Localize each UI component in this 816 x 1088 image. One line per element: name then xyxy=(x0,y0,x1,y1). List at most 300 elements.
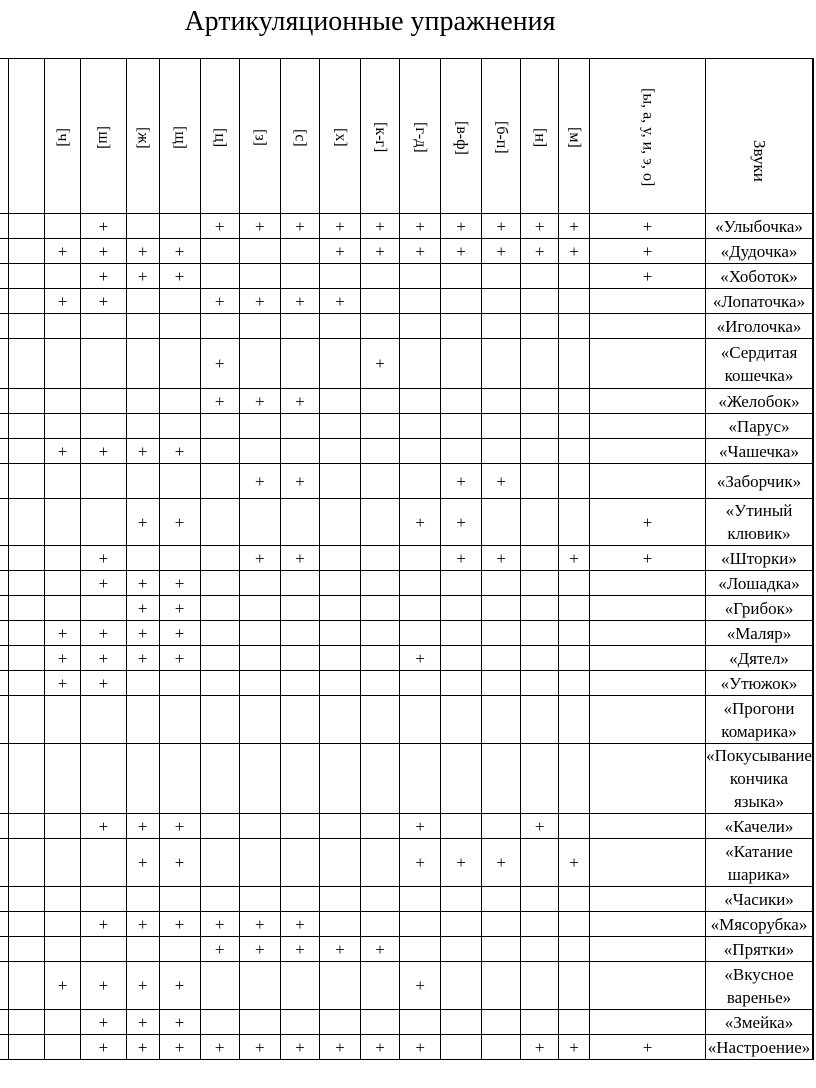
exercise-name: «Вкусное варенье» xyxy=(706,962,813,1010)
mark-cell xyxy=(239,571,280,596)
mark-cell xyxy=(521,839,559,887)
row-edge-left xyxy=(0,214,8,239)
mark-cell: + xyxy=(400,1035,441,1060)
mark-cell xyxy=(521,546,559,571)
table-row xyxy=(0,264,814,289)
sound-column-5 xyxy=(400,59,441,214)
mark-cell: + xyxy=(159,596,200,621)
mark-cell xyxy=(126,887,159,912)
mark-cell xyxy=(590,887,706,912)
mark-cell xyxy=(360,744,399,814)
exercise-name: «Маляр» xyxy=(706,621,813,646)
mark-cell xyxy=(320,414,361,439)
mark-cell xyxy=(482,912,521,937)
mark-cell xyxy=(200,499,239,546)
mark-cell xyxy=(280,499,319,546)
mark-cell xyxy=(400,1010,441,1035)
mark-cell xyxy=(239,499,280,546)
exercise-table xyxy=(0,58,814,1060)
row-edge-left xyxy=(0,696,8,744)
mark-cell: + xyxy=(159,1035,200,1060)
mark-cell: + xyxy=(320,239,361,264)
mark-cell xyxy=(590,314,706,339)
row-edge-right xyxy=(813,314,814,339)
mark-cell: + xyxy=(126,264,159,289)
row-edge-left xyxy=(0,239,8,264)
mark-cell xyxy=(159,744,200,814)
mark-cell xyxy=(360,439,399,464)
mark-cell: + xyxy=(239,389,280,414)
table-row xyxy=(0,962,814,1010)
mark-cell xyxy=(8,264,44,289)
mark-cell xyxy=(239,744,280,814)
mark-cell xyxy=(482,621,521,646)
mark-cell xyxy=(81,696,127,744)
mark-cell xyxy=(159,671,200,696)
mark-cell: + xyxy=(44,289,80,314)
exercise-name: «Дудочка» xyxy=(706,239,813,264)
table-row xyxy=(0,389,814,414)
sound-column-12 xyxy=(126,59,159,214)
mark-cell: + xyxy=(44,239,80,264)
mark-cell xyxy=(400,571,441,596)
mark-cell: + xyxy=(441,214,482,239)
row-edge-left xyxy=(0,839,8,887)
sound-column-11 xyxy=(159,59,200,214)
mark-cell: + xyxy=(400,814,441,839)
mark-cell xyxy=(81,389,127,414)
mark-cell xyxy=(400,264,441,289)
mark-cell: + xyxy=(521,239,559,264)
mark-cell xyxy=(280,671,319,696)
mark-cell: + xyxy=(81,912,127,937)
mark-cell: + xyxy=(81,439,127,464)
sounds-header xyxy=(706,59,813,214)
mark-cell xyxy=(360,696,399,744)
mark-cell: + xyxy=(280,546,319,571)
mark-cell: + xyxy=(126,499,159,546)
mark-cell: + xyxy=(81,571,127,596)
exercise-name: «Чашечка» xyxy=(706,439,813,464)
row-edge-left xyxy=(0,314,8,339)
mark-cell: + xyxy=(558,1035,589,1060)
exercise-name: «Грибок» xyxy=(706,596,813,621)
mark-cell xyxy=(280,264,319,289)
mark-cell xyxy=(558,696,589,744)
mark-cell xyxy=(590,1010,706,1035)
mark-cell xyxy=(441,414,482,439)
mark-cell xyxy=(521,414,559,439)
mark-cell: + xyxy=(200,912,239,937)
mark-cell xyxy=(558,439,589,464)
mark-cell xyxy=(126,214,159,239)
mark-cell: + xyxy=(360,1035,399,1060)
row-edge-right xyxy=(813,696,814,744)
row-edge-right xyxy=(813,621,814,646)
table-row xyxy=(0,839,814,887)
row-edge-left xyxy=(0,264,8,289)
mark-cell xyxy=(521,912,559,937)
mark-cell xyxy=(590,439,706,464)
row-edge-left xyxy=(0,646,8,671)
mark-cell xyxy=(44,414,80,439)
mark-cell xyxy=(482,671,521,696)
mark-cell: + xyxy=(159,571,200,596)
table-row xyxy=(0,596,814,621)
sound-column-2-label: [н] xyxy=(531,127,549,148)
mark-cell: + xyxy=(280,937,319,962)
mark-cell xyxy=(320,596,361,621)
mark-cell xyxy=(81,887,127,912)
mark-cell xyxy=(280,239,319,264)
mark-cell xyxy=(360,464,399,499)
exercise-name: «Парус» xyxy=(706,414,813,439)
mark-cell xyxy=(360,571,399,596)
mark-cell xyxy=(482,414,521,439)
row-edge-left xyxy=(0,937,8,962)
mark-cell xyxy=(159,339,200,389)
mark-cell: + xyxy=(280,289,319,314)
mark-cell xyxy=(400,389,441,414)
row-edge-right xyxy=(813,962,814,1010)
mark-cell: + xyxy=(44,962,80,1010)
mark-cell xyxy=(521,596,559,621)
mark-cell xyxy=(590,646,706,671)
mark-cell xyxy=(590,621,706,646)
mark-cell xyxy=(200,314,239,339)
mark-cell: + xyxy=(239,289,280,314)
sound-column-2 xyxy=(521,59,559,214)
mark-cell xyxy=(441,339,482,389)
mark-cell: + xyxy=(521,1035,559,1060)
mark-cell: + xyxy=(126,239,159,264)
page-title: Артикуляционные упражнения xyxy=(184,6,556,37)
mark-cell xyxy=(8,1010,44,1035)
mark-cell xyxy=(521,499,559,546)
sound-column-3-label: [б-п] xyxy=(492,121,510,154)
row-edge-left xyxy=(0,962,8,1010)
mark-cell xyxy=(441,596,482,621)
mark-cell: + xyxy=(360,214,399,239)
mark-cell xyxy=(320,814,361,839)
mark-cell xyxy=(360,839,399,887)
table-row xyxy=(0,671,814,696)
mark-cell xyxy=(8,414,44,439)
mark-cell xyxy=(558,621,589,646)
mark-cell xyxy=(320,546,361,571)
mark-cell xyxy=(44,744,80,814)
mark-cell xyxy=(200,464,239,499)
mark-cell xyxy=(441,937,482,962)
exercise-name: «Желобок» xyxy=(706,389,813,414)
mark-cell xyxy=(590,744,706,814)
mark-cell xyxy=(320,621,361,646)
mark-cell xyxy=(200,962,239,1010)
mark-cell xyxy=(521,744,559,814)
mark-cell xyxy=(200,546,239,571)
mark-cell xyxy=(200,439,239,464)
mark-cell: + xyxy=(400,499,441,546)
mark-cell xyxy=(320,264,361,289)
sound-column-14 xyxy=(44,59,80,214)
mark-cell xyxy=(360,546,399,571)
mark-cell xyxy=(521,439,559,464)
mark-cell xyxy=(441,696,482,744)
sound-column-13 xyxy=(81,59,127,214)
mark-cell xyxy=(360,596,399,621)
mark-cell xyxy=(482,962,521,1010)
column-edge-right xyxy=(813,59,814,214)
sound-column-4-label: [в-ф] xyxy=(452,120,470,155)
mark-cell: + xyxy=(44,671,80,696)
mark-cell: + xyxy=(200,214,239,239)
mark-cell xyxy=(200,696,239,744)
mark-cell xyxy=(44,571,80,596)
mark-cell xyxy=(81,596,127,621)
mark-cell xyxy=(44,546,80,571)
mark-cell xyxy=(482,696,521,744)
mark-cell xyxy=(8,546,44,571)
mark-cell: + xyxy=(441,546,482,571)
mark-cell xyxy=(239,671,280,696)
mark-cell: + xyxy=(159,264,200,289)
sound-column-12-label: [ж] xyxy=(134,126,152,149)
mark-cell xyxy=(590,839,706,887)
mark-cell: + xyxy=(590,264,706,289)
mark-cell xyxy=(200,814,239,839)
mark-cell xyxy=(521,571,559,596)
table-row xyxy=(0,621,814,646)
sound-column-9 xyxy=(239,59,280,214)
row-edge-left xyxy=(0,1010,8,1035)
mark-cell: + xyxy=(126,439,159,464)
mark-cell xyxy=(400,546,441,571)
mark-cell xyxy=(239,439,280,464)
sounds-header-label: Звуки xyxy=(750,139,769,182)
mark-cell xyxy=(441,671,482,696)
table-row xyxy=(0,439,814,464)
mark-cell: + xyxy=(200,1035,239,1060)
mark-cell: + xyxy=(200,339,239,389)
mark-cell xyxy=(280,814,319,839)
mark-cell xyxy=(8,571,44,596)
row-edge-left xyxy=(0,744,8,814)
sound-column-6 xyxy=(360,59,399,214)
mark-cell xyxy=(44,696,80,744)
table-row xyxy=(0,499,814,546)
mark-cell xyxy=(521,646,559,671)
mark-cell: + xyxy=(360,239,399,264)
mark-cell: + xyxy=(81,1035,127,1060)
mark-cell xyxy=(590,339,706,389)
mark-cell xyxy=(441,1010,482,1035)
mark-cell xyxy=(8,239,44,264)
mark-cell: + xyxy=(400,646,441,671)
mark-cell xyxy=(126,937,159,962)
row-edge-right xyxy=(813,596,814,621)
mark-cell xyxy=(239,414,280,439)
mark-cell: + xyxy=(81,546,127,571)
mark-cell xyxy=(44,264,80,289)
row-edge-left xyxy=(0,499,8,546)
mark-cell: + xyxy=(320,289,361,314)
mark-cell xyxy=(200,646,239,671)
mark-cell xyxy=(280,414,319,439)
row-edge-right xyxy=(813,214,814,239)
mark-cell: + xyxy=(558,214,589,239)
mark-cell xyxy=(400,464,441,499)
mark-cell xyxy=(441,571,482,596)
row-edge-right xyxy=(813,546,814,571)
table-row xyxy=(0,1010,814,1035)
mark-cell xyxy=(8,339,44,389)
mark-cell xyxy=(8,389,44,414)
mark-cell xyxy=(44,389,80,414)
table-row xyxy=(0,289,814,314)
sound-column-10 xyxy=(200,59,239,214)
mark-cell: + xyxy=(441,464,482,499)
mark-cell xyxy=(239,621,280,646)
mark-cell: + xyxy=(44,621,80,646)
mark-cell xyxy=(81,937,127,962)
exercise-name: «Дятел» xyxy=(706,646,813,671)
mark-cell xyxy=(280,646,319,671)
mark-cell xyxy=(200,1010,239,1035)
mark-cell xyxy=(320,671,361,696)
row-edge-right xyxy=(813,671,814,696)
mark-cell: + xyxy=(159,962,200,1010)
row-edge-right xyxy=(813,264,814,289)
table-row xyxy=(0,314,814,339)
exercise-name: «Змейка» xyxy=(706,1010,813,1035)
mark-cell xyxy=(320,1010,361,1035)
row-edge-right xyxy=(813,464,814,499)
mark-cell xyxy=(558,1010,589,1035)
mark-cell xyxy=(126,671,159,696)
exercise-name: «Качели» xyxy=(706,814,813,839)
mark-cell: + xyxy=(81,621,127,646)
mark-cell xyxy=(8,839,44,887)
sound-column-4 xyxy=(441,59,482,214)
mark-cell xyxy=(320,439,361,464)
mark-cell xyxy=(8,214,44,239)
mark-cell xyxy=(239,1010,280,1035)
mark-cell xyxy=(521,464,559,499)
mark-cell xyxy=(280,696,319,744)
mark-cell xyxy=(360,962,399,1010)
mark-cell xyxy=(482,596,521,621)
mark-cell xyxy=(590,937,706,962)
table-row xyxy=(0,1035,814,1060)
mark-cell xyxy=(400,414,441,439)
mark-cell xyxy=(239,814,280,839)
mark-cell: + xyxy=(159,912,200,937)
table-row xyxy=(0,887,814,912)
mark-cell: + xyxy=(126,839,159,887)
sound-column-9-label: [з] xyxy=(251,129,269,146)
row-edge-left xyxy=(0,546,8,571)
mark-cell xyxy=(159,464,200,499)
mark-cell xyxy=(320,389,361,414)
mark-cell xyxy=(280,339,319,389)
mark-cell xyxy=(521,696,559,744)
mark-cell xyxy=(558,962,589,1010)
mark-cell xyxy=(521,1010,559,1035)
mark-cell xyxy=(558,744,589,814)
row-edge-right xyxy=(813,646,814,671)
exercise-name: «Лошадка» xyxy=(706,571,813,596)
row-edge-right xyxy=(813,744,814,814)
mark-cell xyxy=(239,962,280,1010)
mark-cell xyxy=(400,314,441,339)
sound-column-10-label: [ц] xyxy=(211,127,229,148)
row-edge-left xyxy=(0,571,8,596)
mark-cell xyxy=(159,414,200,439)
header-row xyxy=(0,59,814,214)
table-row xyxy=(0,571,814,596)
mark-cell: + xyxy=(280,214,319,239)
mark-cell: + xyxy=(81,814,127,839)
table-row xyxy=(0,744,814,814)
mark-cell xyxy=(590,571,706,596)
row-edge-right xyxy=(813,571,814,596)
mark-cell xyxy=(558,339,589,389)
mark-cell xyxy=(280,962,319,1010)
mark-cell xyxy=(400,439,441,464)
table-row xyxy=(0,464,814,499)
mark-cell xyxy=(320,571,361,596)
row-edge-right xyxy=(813,239,814,264)
mark-cell xyxy=(482,264,521,289)
mark-cell: + xyxy=(126,596,159,621)
mark-cell: + xyxy=(400,239,441,264)
mark-cell xyxy=(558,646,589,671)
sound-column-5-label: [г-д] xyxy=(411,122,429,153)
mark-cell: + xyxy=(590,1035,706,1060)
mark-cell xyxy=(81,464,127,499)
mark-cell: + xyxy=(126,962,159,1010)
mark-cell: + xyxy=(320,214,361,239)
mark-cell xyxy=(558,671,589,696)
mark-cell xyxy=(280,744,319,814)
mark-cell xyxy=(441,646,482,671)
mark-cell xyxy=(400,912,441,937)
mark-cell xyxy=(590,962,706,1010)
mark-cell xyxy=(8,621,44,646)
mark-cell xyxy=(159,937,200,962)
mark-cell xyxy=(400,339,441,389)
mark-cell xyxy=(441,912,482,937)
sound-column-0-label: [ы, а, у, и, э, о] xyxy=(639,88,657,187)
mark-cell: + xyxy=(159,839,200,887)
table-row xyxy=(0,646,814,671)
mark-cell xyxy=(360,264,399,289)
mark-cell xyxy=(126,314,159,339)
mark-cell xyxy=(81,744,127,814)
exercise-name: «Утиный клювик» xyxy=(706,499,813,546)
mark-cell xyxy=(521,962,559,1010)
mark-cell xyxy=(590,696,706,744)
mark-cell xyxy=(126,339,159,389)
mark-cell xyxy=(126,414,159,439)
exercise-name: «Прогони комарика» xyxy=(706,696,813,744)
mark-cell xyxy=(8,499,44,546)
mark-cell xyxy=(558,499,589,546)
mark-cell xyxy=(360,814,399,839)
exercise-name: «Хоботок» xyxy=(706,264,813,289)
mark-cell xyxy=(521,339,559,389)
exercise-name: «Лопаточка» xyxy=(706,289,813,314)
